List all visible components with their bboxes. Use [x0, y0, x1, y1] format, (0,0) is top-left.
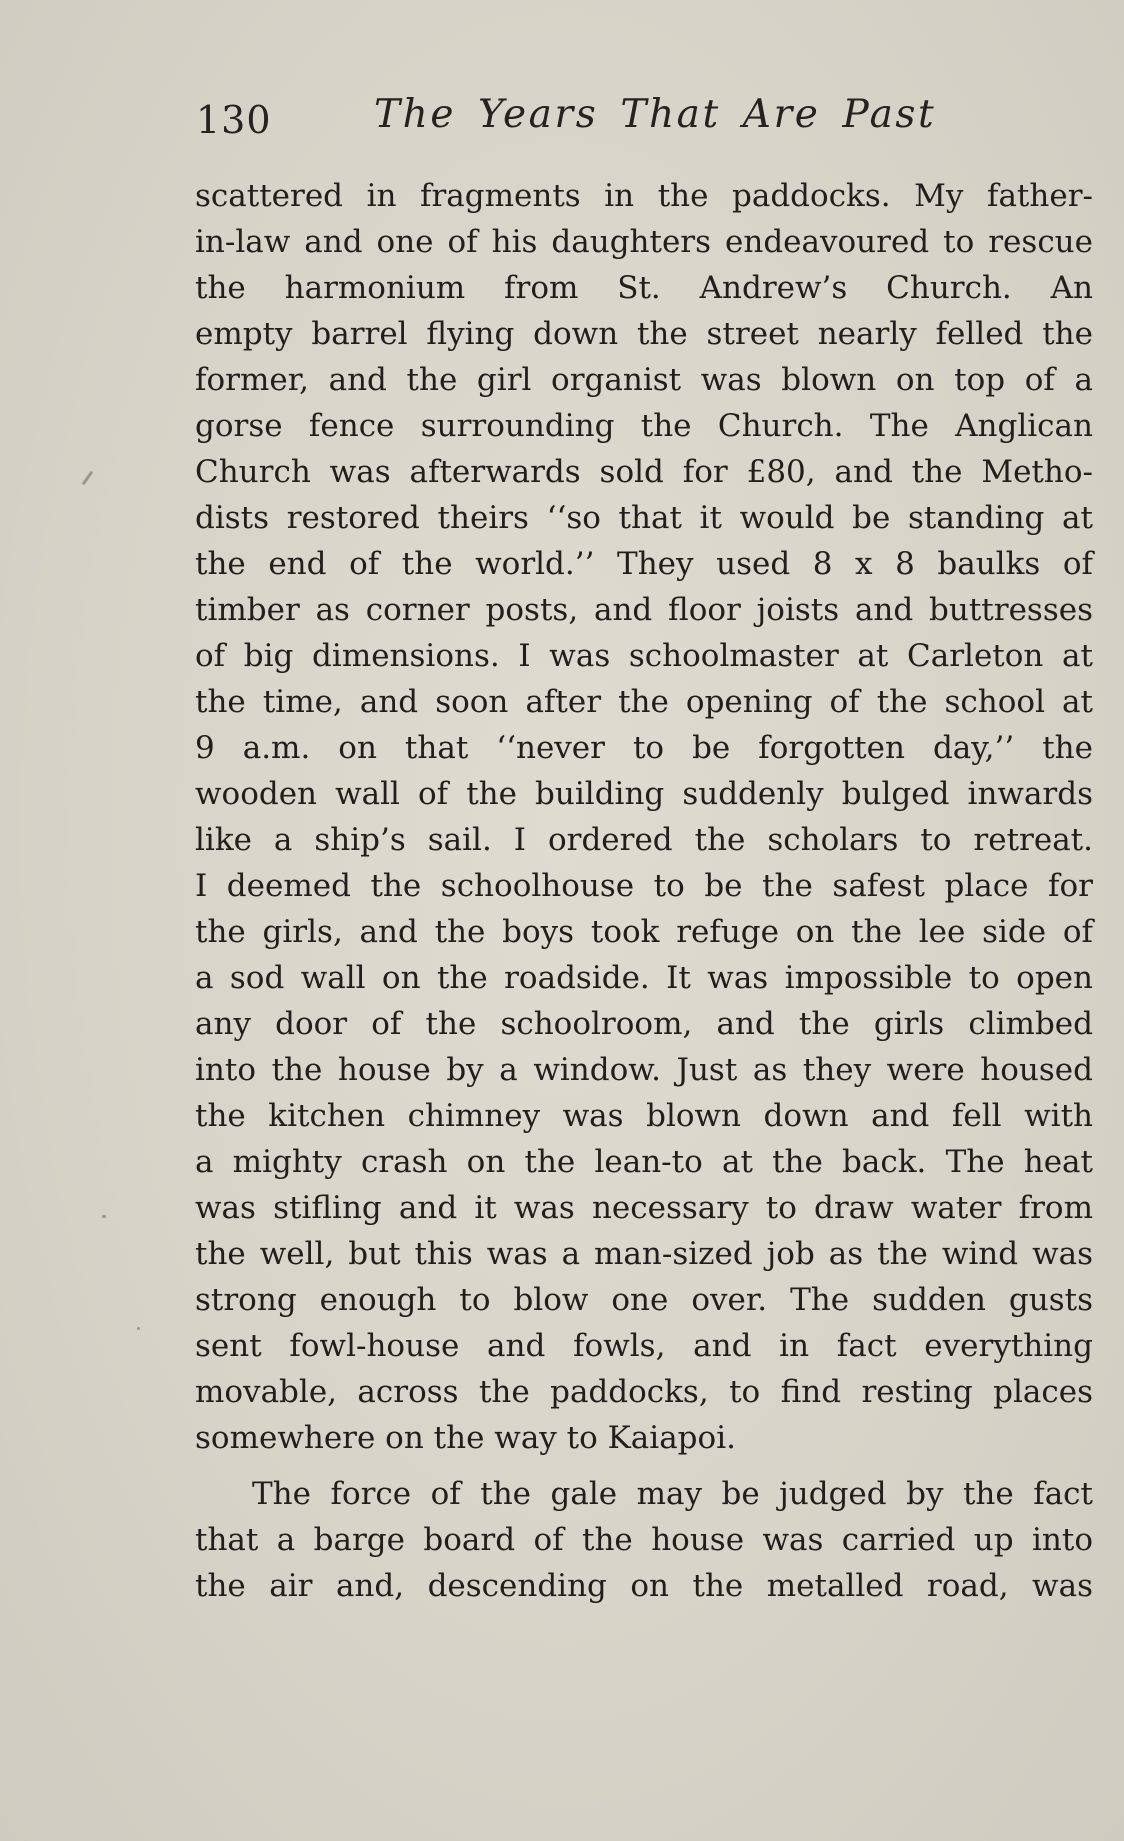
text-line: of big dimensions. I was schoolmaster at Carleton at [195, 638, 1093, 674]
text-line: sent fowl-house and fowls, and in fact everything [195, 1328, 1093, 1364]
text-line: the harmonium from St. Andrew’s Church. An [195, 270, 1093, 306]
text-line: like a ship’s sail. I ordered the scholars to retreat. [195, 822, 1093, 858]
text-line: strong enough to blow one over. The sudden gusts [195, 1282, 1093, 1318]
text-line: gorse fence surrounding the Church. The Anglican [195, 408, 1093, 444]
text-line: any door of the schoolroom, and the girls climbed [195, 1006, 1093, 1042]
text-line: wooden wall of the building suddenly bulged inwards [195, 776, 1093, 812]
text-line: Church was afterwards sold for £80, and the Metho- [195, 454, 1093, 490]
text-line: in-law and one of his daughters endeavoured to rescue [195, 224, 1093, 260]
running-title: The Years That Are Past [374, 92, 937, 137]
text-line: the kitchen chimney was blown down and fell with [195, 1098, 1093, 1134]
margin-speck [82, 471, 94, 486]
body-text [195, 173, 1093, 1609]
text-line: a sod wall on the roadside. It was impossible to open [195, 960, 1093, 996]
text-line: a mighty crash on the lean-to at the back. The heat [195, 1144, 1093, 1180]
text-line: the time, and soon after the opening of the school at [195, 684, 1093, 720]
text-line: somewhere on the way to Kaiapoi. [195, 1420, 736, 1456]
text-line: the end of the world.’’ They used 8 x 8 baulks of [195, 546, 1093, 582]
text-line: 9 a.m. on that ‘‘never to be forgotten day,’’ the [195, 730, 1093, 766]
margin-speck [137, 1327, 140, 1330]
paragraph [195, 1471, 1093, 1609]
margin-speck [102, 1215, 106, 1218]
text-line: scattered in fragments in the paddocks. My father- [195, 178, 1093, 214]
text-line: I deemed the schoolhouse to be the safest place for [195, 868, 1093, 904]
text-line: The force of the gale may be judged by the fact [252, 1476, 1093, 1512]
text-line: that a barge board of the house was carried up into [195, 1522, 1093, 1558]
running-head [196, 92, 1094, 152]
text-line: movable, across the paddocks, to find resting places [195, 1374, 1093, 1410]
text-line: former, and the girl organist was blown on top of a [195, 362, 1093, 398]
page-number: 130 [196, 98, 272, 142]
text-line: into the house by a window. Just as they were housed [195, 1052, 1093, 1088]
text-line: the air and, descending on the metalled road, was [195, 1568, 1093, 1604]
paragraph-gap [195, 1461, 1093, 1471]
text-line: empty barrel flying down the street nearly felled the [195, 316, 1093, 352]
paragraph [195, 173, 1093, 1461]
text-line: was stifling and it was necessary to draw water from [195, 1190, 1093, 1226]
text-line: timber as corner posts, and floor joists and buttresses [195, 592, 1093, 628]
text-line: dists restored theirs ‘‘so that it would be standing at [195, 500, 1093, 536]
text-line: the well, but this was a man-sized job as the wind was [195, 1236, 1093, 1272]
text-line: the girls, and the boys took refuge on the lee side of [195, 914, 1093, 950]
